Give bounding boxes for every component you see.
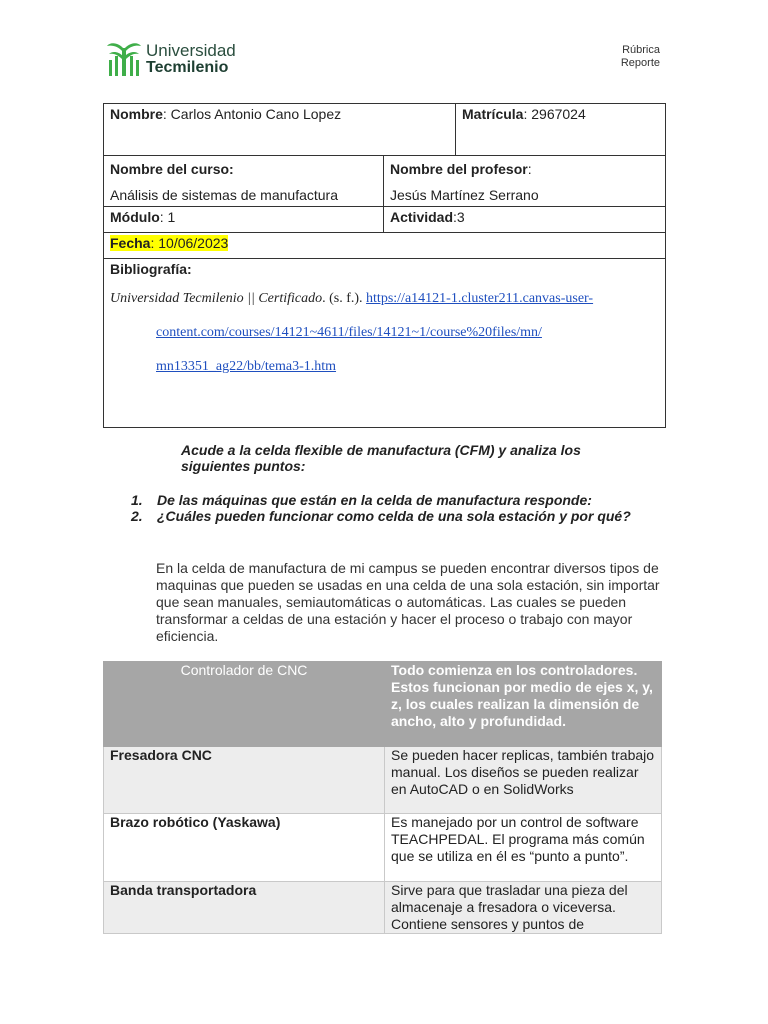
machine-description: Sirve para que trasladar una pieza del almacenaje a fresadora o viceversa. Contiene sensores y puntos de — [391, 882, 628, 932]
date-cell — [104, 233, 234, 258]
student-info-table — [103, 103, 666, 428]
bibliography-link-part-1[interactable]: https://a14121-1.cluster211.canvas-user- — [366, 291, 594, 306]
activity-value: :3 — [453, 209, 465, 225]
course-value: Análisis de sistemas de manufactura — [110, 187, 338, 203]
machine-name: Controlador de CNC — [104, 662, 385, 747]
bibliography-label: Bibliografía: — [110, 261, 192, 277]
info-row-student — [104, 104, 665, 156]
logo-line-1: Universidad — [146, 41, 236, 60]
question-text: ¿Cuáles pueden funcionar como celda de una sola estación y por qué? — [157, 508, 631, 524]
question-item — [131, 492, 651, 508]
date-value: : 10/06/2023 — [150, 235, 229, 251]
table-row — [104, 662, 662, 747]
document-type — [600, 44, 660, 70]
logo-text — [146, 42, 236, 76]
matricula-cell — [455, 104, 665, 155]
bibliography-link-part-3[interactable]: mn13351_ag22/bb/tema3-1.htm — [156, 359, 337, 374]
activity-label: Actividad — [390, 209, 454, 225]
professor-value: Jesús Martínez Serrano — [390, 187, 539, 203]
professor-cell — [383, 156, 665, 206]
university-logo — [106, 40, 246, 80]
module-cell — [104, 207, 383, 232]
student-name-label: Nombre — [110, 106, 163, 122]
info-row-course — [104, 156, 665, 207]
question-text: De las máquinas que están en la celda de manufactura responde: — [157, 492, 592, 508]
student-name-cell — [104, 104, 455, 155]
course-label: Nombre del curso: — [110, 161, 234, 177]
doc-type-rubrica: Rúbrica — [622, 44, 660, 56]
table-row — [104, 882, 662, 934]
bibliography-link-line-3 — [110, 358, 593, 376]
activity-intro: Acude a la celda flexible de manufactura (CFM) y analiza los siguientes puntos: — [181, 442, 581, 474]
matricula-label: Matrícula — [462, 106, 524, 122]
bibliography-cell — [104, 259, 599, 427]
machine-name: Fresadora CNC — [104, 747, 385, 814]
professor-colon: : — [527, 161, 532, 177]
tecmilenio-leaf-icon — [106, 40, 142, 76]
bibliography-link-line-2 — [110, 324, 593, 342]
bibliography-reference — [110, 290, 593, 308]
matricula-value: : 2967024 — [523, 106, 586, 122]
question-number: 2. — [131, 508, 143, 524]
professor-label: Nombre del profesor — [390, 161, 528, 177]
course-cell — [104, 156, 383, 206]
question-item — [131, 508, 651, 524]
machines-table — [103, 661, 662, 934]
machine-description-cell — [385, 882, 662, 934]
info-row-bibliography — [104, 259, 665, 427]
activity-cell — [383, 207, 665, 232]
table-row — [104, 814, 662, 882]
logo-line-2: Tecmilenio — [146, 59, 229, 76]
bibliography-link-part-2[interactable]: content.com/courses/14121~4611/files/14121~1/course%20files/mn/ — [156, 325, 542, 340]
date-label: Fecha — [110, 235, 151, 251]
question-list — [131, 492, 651, 524]
info-row-date — [104, 233, 665, 259]
info-row-module — [104, 207, 665, 233]
machine-name: Brazo robótico (Yaskawa) — [104, 814, 385, 882]
machine-description: Es manejado por un control de software TEACHPEDAL. El programa más común que se utiliza en él es “punto a punto”. — [385, 814, 662, 882]
doc-type-reporte: Reporte — [620, 57, 660, 69]
bibliography-suffix: . (s. f.). — [322, 291, 367, 306]
student-name-value: : Carlos Antonio Cano Lopez — [162, 106, 342, 122]
machine-description: Se pueden hacer replicas, también trabajo manual. Los diseños se pueden realizar en AutoCAD o en SolidWorks — [385, 747, 662, 814]
table-row — [104, 747, 662, 814]
machine-description: Todo comienza en los controladores. Estos funcionan por medio de ejes x, y, z, los cuales realizan la dimensión de ancho, alto y profundidad. — [385, 662, 662, 747]
question-number: 1. — [131, 492, 143, 508]
answer-paragraph: En la celda de manufactura de mi campus se pueden encontrar diversos tipos de maquinas que pueden se usadas en una celda de una sola estación, sin importar que sean manuales, semiautomáticas o automáticas. Las cuales se pueden transformar a celdas de una estación y hacer el proceso o trabajo con mayor eficiencia. — [156, 560, 660, 644]
machine-name: Banda transportadora — [104, 882, 385, 934]
bibliography-source: Universidad Tecmilenio || Certificado — [110, 291, 323, 306]
module-label: Módulo — [110, 209, 160, 225]
module-value: : 1 — [159, 209, 176, 225]
